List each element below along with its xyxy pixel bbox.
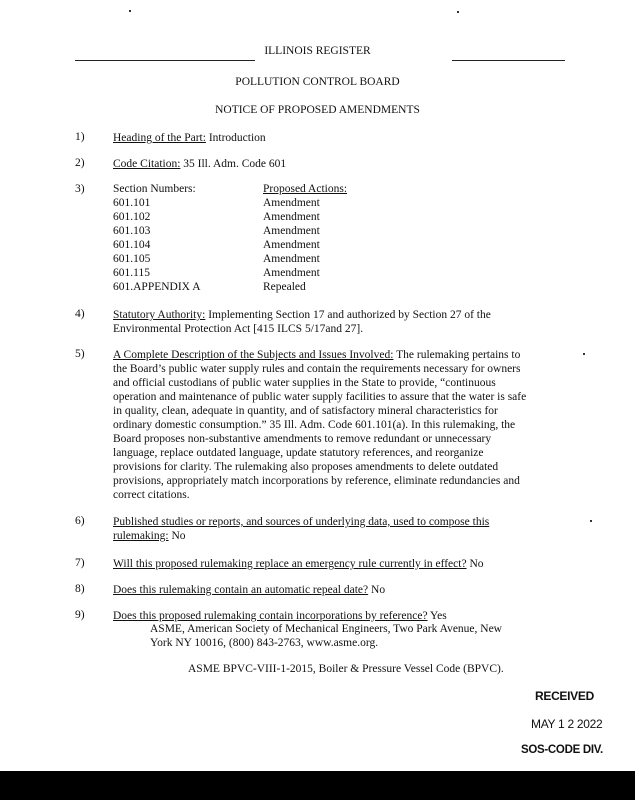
item-1-label: Heading of the Part: [113, 132, 206, 144]
scan-speck [590, 520, 592, 522]
received-stamp: RECEIVED [535, 689, 594, 703]
header-rule-right [452, 60, 565, 61]
item-5-text-line: in quality, clean, adequate in quantity, and of satisfactory mineral characteristics for [113, 405, 498, 417]
item-5-text-first: The rulemaking pertains to [396, 349, 521, 361]
scan-bottom-bar [0, 771, 635, 800]
section-number: 601.104 [113, 239, 151, 251]
item-6-label-line-2: rulemaking: [113, 530, 169, 542]
section-numbers-header: Section Numbers: [113, 183, 196, 195]
item-9-label: Does this proposed rulemaking contain incorporations by reference? [113, 610, 428, 622]
item-8-value: No [371, 584, 386, 596]
scan-speck [457, 11, 459, 13]
item-5-text-line: provisions, appropriately match incorporations by reference, eliminate redundancies and [113, 475, 520, 487]
section-number: 601.APPENDIX A [113, 281, 201, 293]
item-7 [113, 557, 561, 571]
item-4-text-1: Implementing Section 17 and authorized by Section 27 of the [208, 309, 491, 321]
item-6-line-2 [113, 529, 561, 543]
section-number: 601.105 [113, 253, 151, 265]
proposed-action: Amendment [263, 267, 320, 279]
asme-line-1: ASME, American Society of Mechanical Engineers, Two Park Avenue, New [150, 623, 502, 635]
section-number: 601.101 [113, 197, 151, 209]
item-6-value: No [171, 530, 186, 542]
item-5-text-line: language, replace outdated language, update statutory references, and reorganize [113, 447, 484, 459]
scan-speck [583, 353, 585, 355]
register-title: ILLINOIS REGISTER [264, 45, 371, 57]
item-8-number: 8) [75, 583, 85, 595]
item-5-text-line: ordinary domestic consumption.” 35 Ill. Adm. Code 601.101(a). In this rulemaking, the [113, 419, 516, 431]
asme-reference [150, 622, 570, 650]
proposed-action: Amendment [263, 225, 320, 237]
item-7-number: 7) [75, 557, 85, 569]
asme-code-line: ASME BPVC-VIII-1-2015, Boiler & Pressure Vessel Code (BPVC). [188, 663, 504, 675]
item-9 [113, 609, 561, 623]
item-5-text-line: provisions for clarity. The rulemaking also proposes amendments to delete outdated [113, 461, 499, 473]
item-9-number: 9) [75, 609, 85, 621]
item-5-text-line: correct citations. [113, 489, 190, 501]
scan-speck [129, 10, 131, 12]
item-3-number: 3) [75, 183, 85, 195]
proposed-action: Amendment [263, 211, 320, 223]
item-1-value: Introduction [208, 132, 266, 144]
item-5 [113, 348, 561, 502]
item-5-label: A Complete Description of the Subjects and Issues Involved: [113, 349, 394, 361]
section-number: 601.103 [113, 225, 151, 237]
item-4-label: Statutory Authority: [113, 309, 206, 321]
section-number: 601.115 [113, 267, 150, 279]
item-2 [113, 157, 561, 171]
item-2-number: 2) [75, 157, 85, 169]
item-4 [113, 308, 561, 336]
item-5-text-line: and official custodians of public water supplies in the State to provide, “continuous [113, 377, 496, 389]
item-5-text-line: Board proposes non-substantive amendments to remove redundant or unnecessary [113, 433, 492, 445]
notice-title: NOTICE OF PROPOSED AMENDMENTS [215, 104, 420, 116]
item-5-text-line: operation and maintenance of public water supply facilities to assure that the water is safe [113, 391, 527, 403]
office-stamp: SOS-CODE DIV. [521, 744, 603, 756]
proposed-action: Repealed [263, 281, 306, 293]
item-4-text-2: Environmental Protection Act [415 ILCS 5/17and 27]. [113, 323, 364, 335]
board-title: POLLUTION CONTROL BOARD [235, 76, 400, 88]
item-2-label: Code Citation: [113, 158, 181, 170]
proposed-action: Amendment [263, 253, 320, 265]
item-5-number: 5) [75, 348, 85, 360]
item-7-label: Will this proposed rulemaking replace an emergency rule currently in effect? [113, 558, 467, 570]
item-1-number: 1) [75, 131, 85, 143]
item-4-number: 4) [75, 308, 85, 320]
item-9-value: Yes [430, 610, 447, 622]
section-number: 601.102 [113, 211, 151, 223]
header-rule-left [75, 60, 255, 61]
item-6 [113, 515, 561, 543]
item-5-text-line: the Board’s public water supply rules and contain the requirements necessary for owners [113, 363, 521, 375]
received-date-stamp: MAY 1 2 2022 [531, 717, 603, 731]
item-6-label-line-1: Published studies or reports, and sources of underlying data, used to compose this [113, 516, 490, 528]
item-8 [113, 583, 561, 597]
asme-line-2: York NY 10016, (800) 843-2763, www.asme.org. [150, 637, 379, 649]
item-4-line-1 [113, 308, 561, 322]
item-6-number: 6) [75, 515, 85, 527]
item-7-value: No [469, 558, 484, 570]
proposed-action: Amendment [263, 197, 320, 209]
proposed-action: Amendment [263, 239, 320, 251]
item-8-label: Does this rulemaking contain an automatic repeal date? [113, 584, 369, 596]
item-1 [113, 131, 561, 145]
item-2-value: 35 Ill. Adm. Code 601 [183, 158, 287, 170]
proposed-actions-header: Proposed Actions: [263, 183, 348, 195]
item-5-first-line [113, 348, 561, 362]
